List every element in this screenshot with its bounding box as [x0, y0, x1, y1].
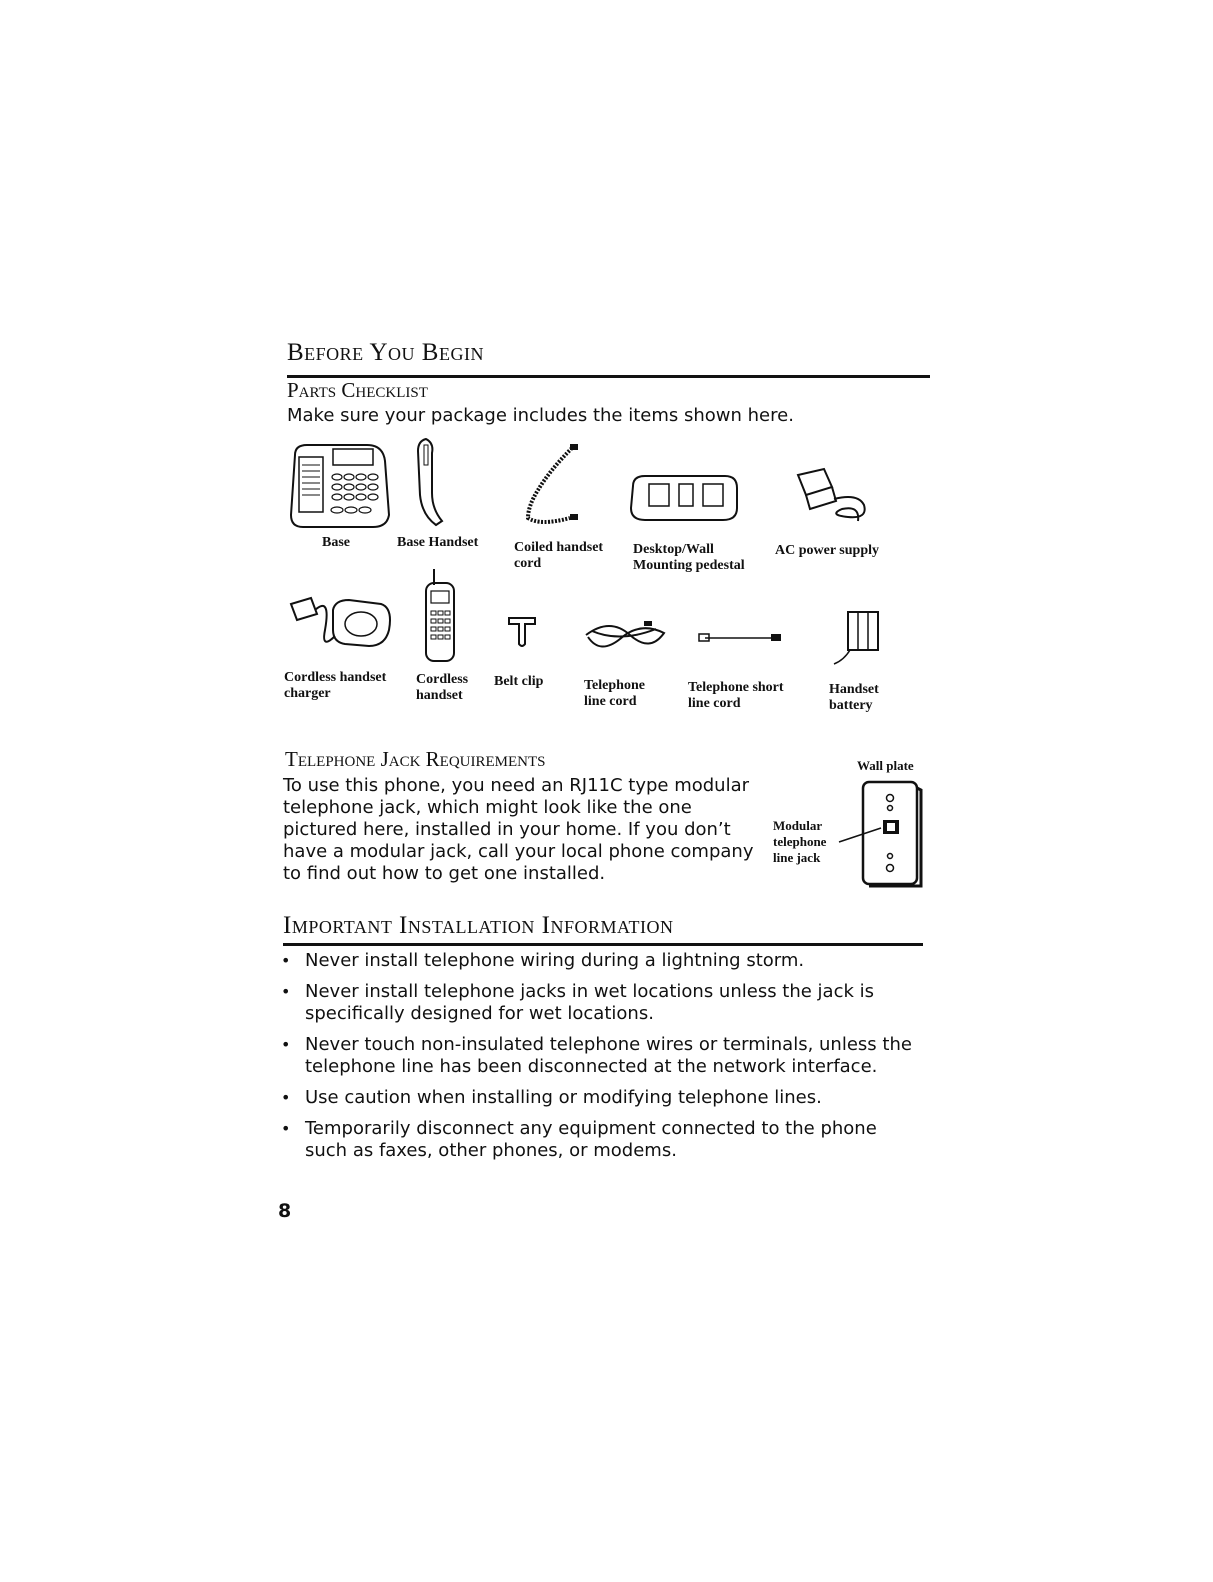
battery-icon: [828, 608, 883, 670]
wall-plate-icon: [835, 778, 927, 890]
bullet-dot-icon: •: [281, 982, 291, 1001]
bullet-dot-icon: •: [281, 951, 291, 970]
item-caption-short-cord: Telephone short line cord: [688, 680, 784, 711]
pedestal-icon: [625, 470, 745, 525]
item-caption-base: Base: [322, 535, 350, 550]
jack-requirements-text: To use this phone, you need an RJ11C type modular telephone jack, which might look like the one pictured here, installed in your home. If you don’t have a modular jack, call your local phone company to find out how to get one installed.: [283, 775, 754, 884]
wall-plate-label: Wall plate: [857, 758, 914, 773]
section-title: Before You Begin: [287, 339, 484, 366]
charger-icon: [285, 590, 395, 660]
item-caption-cordless-handset: Cordless handset: [416, 672, 469, 703]
belt-clip-icon: [505, 612, 540, 652]
parts-checklist-heading: Parts Checklist: [287, 378, 428, 402]
install-bullet-1: • Never install telephone wiring during a lightning storm.: [281, 950, 805, 971]
bullet-dot-icon: •: [281, 1119, 291, 1138]
modular-jack-label: Modular telephone line jack: [773, 818, 827, 865]
line-cord-icon: [580, 615, 670, 660]
item-caption-power-supply: AC power supply: [775, 543, 879, 558]
page-number: 8: [278, 1200, 292, 1222]
install-bullet-3: • Never touch non-insulated telephone wires or terminals, unless the telephone line has been disconnected at the network interface.: [281, 1034, 912, 1077]
jack-requirements-heading: Telephone Jack Requirements: [285, 747, 546, 771]
item-caption-base-handset: Base Handset: [397, 535, 479, 550]
item-caption-charger: Cordless handset charger: [284, 670, 387, 701]
install-bullet-2: • Never install telephone jacks in wet locations unless the jack is specifically designed for wet locations.: [281, 981, 875, 1024]
install-heading-rule: [283, 943, 923, 946]
install-heading: Important Installation Information: [283, 912, 674, 939]
install-bullet-list: [279, 950, 919, 1171]
install-bullet-4: • Use caution when installing or modifying telephone lines.: [281, 1087, 822, 1108]
bullet-dot-icon: •: [281, 1088, 291, 1107]
item-caption-line-cord: Telephone line cord: [584, 678, 645, 709]
install-bullet-5: • Temporarily disconnect any equipment connected to the phone such as faxes, other phones, or modems.: [281, 1118, 877, 1161]
item-caption-pedestal: Desktop/Wall Mounting pedestal: [633, 542, 745, 573]
item-caption-coiled-cord: Coiled handset cord: [514, 540, 604, 571]
handset-icon: [412, 435, 452, 530]
short-cord-icon: [695, 628, 785, 648]
coiled-cord-icon: [510, 440, 590, 530]
cordless-handset-icon: [420, 565, 460, 665]
bullet-dot-icon: •: [281, 1035, 291, 1054]
item-caption-belt-clip: Belt clip: [494, 674, 544, 689]
item-caption-battery: Handset battery: [829, 682, 879, 713]
base-unit-icon: [287, 435, 392, 530]
power-adapter-icon: [788, 465, 873, 530]
parts-checklist-intro: Make sure your package includes the items shown here.: [287, 405, 794, 426]
